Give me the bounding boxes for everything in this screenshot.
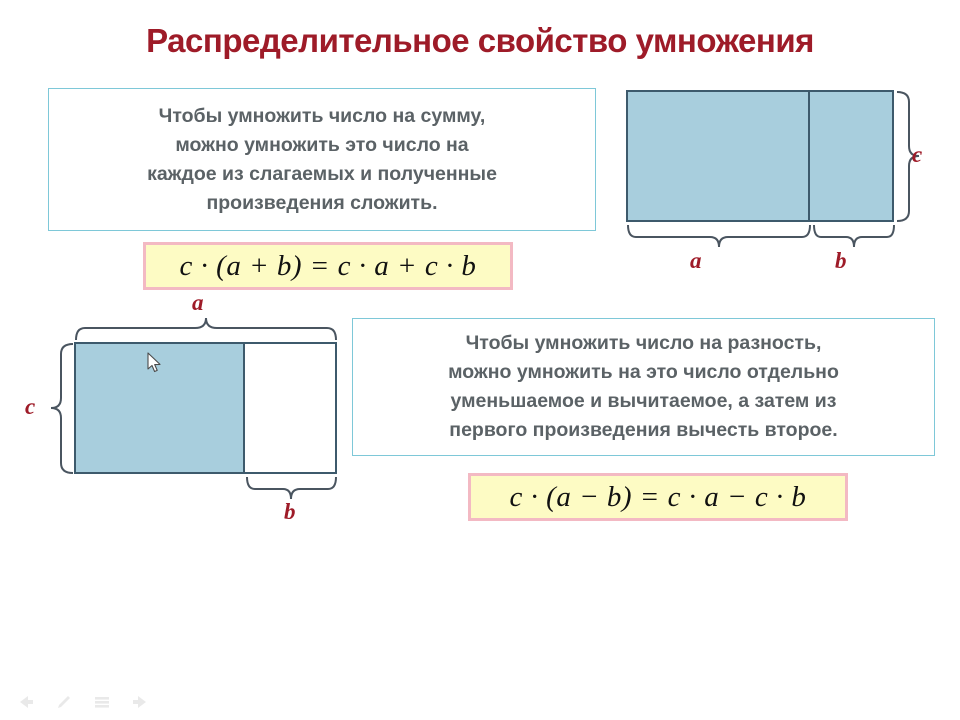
- rule-diff-line-2: можно умножить на это число отдельно: [448, 361, 839, 383]
- rule-textbox-sum-body: [147, 102, 497, 218]
- brace-bottom-b-icon: [245, 475, 338, 501]
- diagram-difference-label-c: c: [25, 394, 36, 419]
- menu-icon[interactable]: [92, 692, 112, 712]
- diagram-difference-label-a: a: [192, 290, 204, 315]
- previous-arrow-icon[interactable]: [16, 692, 36, 712]
- rule-diff-line-4: первого произведения вычесть второе.: [449, 419, 838, 441]
- rule-diff-line-1: Чтобы умножить число на разность,: [465, 332, 822, 354]
- rule-sum-line-2: можно умножить это число на: [175, 133, 469, 156]
- diagram-difference-label-b: b: [284, 499, 296, 524]
- rule-sum-line-3: каждое из слагаемых и полученные: [147, 162, 497, 185]
- rule-sum-line-4: произведения сложить.: [206, 191, 438, 214]
- page-title: Распределительное свойство умножения: [146, 22, 814, 59]
- rule-textbox-sum: [48, 88, 596, 231]
- rule-diff-line-3: уменьшаемое и вычитаемое, а затем из: [450, 390, 837, 412]
- brace-bottom-a-icon: [626, 223, 812, 249]
- diagram-difference-rectangle: [18, 290, 358, 526]
- mouse-pointer-icon: [147, 352, 163, 374]
- brace-left-c-icon: [49, 342, 75, 475]
- pen-icon[interactable]: [54, 692, 74, 712]
- diagram-sum-label-a: a: [690, 248, 702, 273]
- rectangle-sum-divider-line: [626, 90, 810, 222]
- rule-textbox-difference: [352, 318, 935, 456]
- brace-bottom-b-icon: [812, 223, 896, 249]
- presentation-control-bar: [0, 684, 960, 720]
- diagram-sum-label-c: c: [912, 142, 923, 167]
- next-arrow-icon[interactable]: [130, 692, 150, 712]
- diagram-sum-rectangle: [610, 80, 950, 280]
- diagram-sum-label-b: b: [835, 248, 847, 273]
- rule-textbox-difference-body: [448, 329, 839, 445]
- formula-distributive-sum: c · (a + b) = c · a + c · b: [143, 242, 513, 290]
- formula-distributive-difference: c · (a − b) = c · a − c · b: [468, 473, 848, 521]
- rule-sum-line-1: Чтобы умножить число на сумму,: [158, 104, 486, 127]
- brace-top-a-icon: [74, 316, 338, 342]
